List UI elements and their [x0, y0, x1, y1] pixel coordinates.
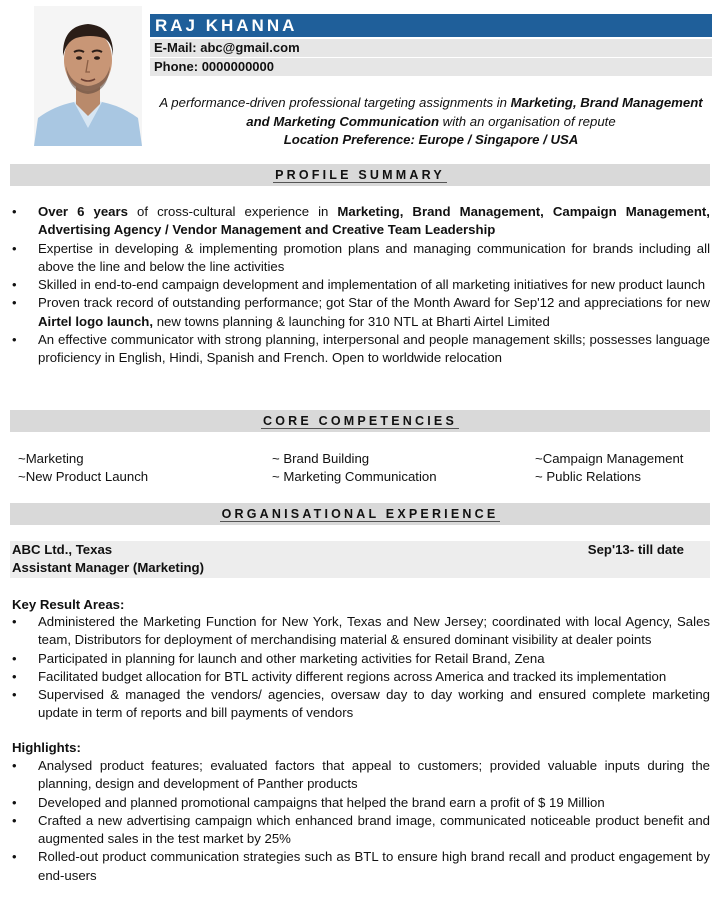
- location-preference: Location Preference: Europe / Singapore / USA: [283, 132, 579, 147]
- highlight-text: Airtel logo launch,: [38, 313, 154, 329]
- highlights-heading: Highlights:: [12, 740, 81, 755]
- list-item: [10, 294, 710, 331]
- competency-item: ~Marketing: [18, 451, 84, 466]
- list-item: • Rolled-out product communication strategies such as BTL to ensure high brand recall and product engagement by end-users: [10, 848, 710, 885]
- list-item: [10, 331, 710, 368]
- section-title: CORE COMPETENCIES: [263, 414, 457, 428]
- profile-summary-list: [10, 203, 710, 368]
- competency-item: ~ Public Relations: [535, 469, 641, 484]
- candidate-name: RAJ KHANNA: [150, 14, 712, 37]
- item-text: An effective communicator with strong planning, interpersonal and people management skills; possesses language proficiency in English, Hindi, Spanish and French. Open to worldwide relocation: [38, 332, 710, 366]
- experience-heading: [10, 503, 710, 525]
- email-value[interactable]: abc@gmail.com: [200, 40, 300, 55]
- kra-heading: Key Result Areas:: [12, 597, 125, 612]
- core-competencies-heading: [10, 410, 710, 432]
- competency-item: ~ Marketing Communication: [272, 469, 437, 484]
- list-item: • Facilitated budget allocation for BTL activity different regions across America and tracked its implementation: [10, 668, 710, 686]
- section-title: ORGANISATIONAL EXPERIENCE: [221, 507, 499, 521]
- list-item: • Administered the Marketing Function for New York, Texas and New Jersey; coordinated with local Agency, Sales team, Distributors for deployment of merchandising material & ensured dominant visibility at dealer points: [10, 613, 710, 650]
- profile-photo: [34, 6, 142, 146]
- list-item: • Participated in planning for launch and other marketing activities for Retail Brand, Zena: [10, 650, 710, 668]
- profile-summary-heading: [10, 164, 710, 186]
- job-header: [10, 541, 710, 578]
- job-date: Sep'13- till date: [587, 542, 684, 557]
- item-text: of cross-cultural experience in: [127, 204, 338, 219]
- list-item: [10, 240, 710, 277]
- career-objective: [150, 94, 712, 150]
- email-row: [150, 39, 712, 57]
- phone-row: [150, 58, 712, 76]
- list-item: • Crafted a new advertising campaign which enhanced brand image, communicated noticeable product benefit and augmented sales in the test market by 25%: [10, 812, 710, 849]
- objective-highlight: and Marketing Communication: [246, 113, 439, 129]
- highlights-list: [10, 757, 710, 885]
- phone-label: Phone:: [154, 59, 199, 74]
- item-text: Expertise in developing & implementing promotion plans and managing communication for brands including all above the line and below the line activities: [38, 240, 710, 274]
- email-label: E-Mail:: [154, 40, 197, 55]
- list-item: • Supervised & managed the vendors/ agencies, oversaw day to day working and ensured complete marketing update in term of reports and bill payments of vendors: [10, 686, 710, 723]
- highlight-text: Over 6 years: [38, 204, 128, 219]
- phone-value: 0000000000: [201, 59, 274, 74]
- competency-item: ~Campaign Management: [535, 451, 684, 466]
- competency-item: ~New Product Launch: [18, 469, 149, 484]
- competency-item: ~ Brand Building: [272, 451, 370, 466]
- list-item: [10, 276, 710, 294]
- item-text: new towns planning & launching for 310 NTL at Bharti Airtel Limited: [153, 313, 550, 329]
- list-item: [10, 203, 710, 240]
- list-item: • Analysed product features; evaluated factors that appeal to customers; provided valuable inputs during the planning, design and development of Panther products: [10, 757, 710, 794]
- objective-text: A performance-driven professional targeting assignments in: [159, 95, 511, 110]
- kra-list: [10, 613, 710, 723]
- section-title: PROFILE SUMMARY: [275, 168, 445, 182]
- item-text: Skilled in end-to-end campaign development and implementation of all marketing initiatives for new product launch: [38, 277, 706, 293]
- objective-highlight: Marketing, Brand Management: [510, 95, 703, 110]
- highlight-text: Marketing, Brand Management, Campaign Management, Advertising Agency / Vendor Management and Creative Team Leadership: [38, 204, 710, 238]
- objective-text: with an organisation of repute: [439, 113, 616, 129]
- item-text: Proven track record of outstanding performance; got Star of the Month Award for Sep'12 and appreciations for new: [38, 295, 710, 311]
- list-item: • Developed and planned promotional campaigns that helped the brand earn a profit of $ 19 Million: [10, 794, 710, 812]
- company-name: ABC Ltd., Texas: [12, 542, 113, 557]
- job-title: Assistant Manager (Marketing): [12, 560, 204, 575]
